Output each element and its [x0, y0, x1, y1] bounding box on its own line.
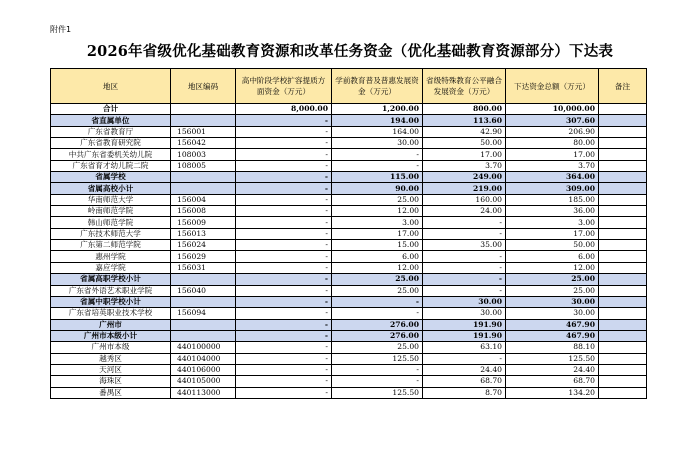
fund-allocation-table	[50, 68, 647, 399]
table-row	[51, 149, 647, 160]
total-fund-cell: 50.00	[506, 240, 599, 251]
special-education-fund-cell: 63.10	[423, 342, 506, 353]
special-education-fund-cell: 24.00	[423, 206, 506, 217]
note-cell	[599, 251, 647, 262]
total-fund-cell: 17.00	[506, 228, 599, 239]
code-cell: 108005	[171, 160, 236, 171]
total-fund-cell: 134.20	[506, 387, 599, 398]
special-education-fund-cell: 219.00	[423, 183, 506, 194]
note-cell	[599, 138, 647, 149]
high-school-fund-cell: -	[236, 285, 332, 296]
high-school-fund-cell: -	[236, 115, 332, 126]
high-school-fund-cell: -	[236, 342, 332, 353]
high-school-fund-cell: -	[236, 183, 332, 194]
high-school-fund-cell: -	[236, 160, 332, 171]
code-cell	[171, 274, 236, 285]
high-school-fund-cell: -	[236, 387, 332, 398]
preschool-fund-cell: 3.00	[332, 217, 423, 228]
high-school-fund-cell: -	[236, 364, 332, 375]
region-cell: 韩山师范学院	[51, 217, 171, 228]
note-cell	[599, 376, 647, 387]
note-cell	[599, 262, 647, 273]
region-cell: 省直属单位	[51, 115, 171, 126]
table-row	[51, 376, 647, 387]
note-cell	[599, 364, 647, 375]
preschool-fund-cell: 12.00	[332, 262, 423, 273]
code-cell: 440104000	[171, 353, 236, 364]
note-cell	[599, 115, 647, 126]
code-cell	[171, 172, 236, 183]
region-cell: 省属中职学校小计	[51, 296, 171, 307]
code-cell: 156094	[171, 308, 236, 319]
table-row	[51, 387, 647, 398]
preschool-fund-cell: -	[332, 149, 423, 160]
preschool-fund-cell: 30.00	[332, 138, 423, 149]
table-body	[51, 104, 647, 399]
region-cell: 岭南师范学院	[51, 206, 171, 217]
region-cell: 广东省外语艺术职业学院	[51, 285, 171, 296]
region-cell: 省属高职学校小计	[51, 274, 171, 285]
special-education-fund-cell: 800.00	[423, 104, 506, 115]
region-cell: 嘉应学院	[51, 262, 171, 273]
special-education-fund-cell: -	[423, 285, 506, 296]
note-cell	[599, 104, 647, 115]
code-cell: 156001	[171, 126, 236, 137]
code-cell: 440106000	[171, 364, 236, 375]
high-school-fund-cell: -	[236, 330, 332, 341]
code-cell	[171, 183, 236, 194]
preschool-fund-cell: 25.00	[332, 194, 423, 205]
total-fund-cell: 88.10	[506, 342, 599, 353]
preschool-fund-cell: 125.50	[332, 387, 423, 398]
note-cell	[599, 217, 647, 228]
high-school-fund-cell: -	[236, 149, 332, 160]
special-education-fund-cell: -	[423, 217, 506, 228]
total-row	[51, 104, 647, 115]
code-cell	[171, 296, 236, 307]
note-cell	[599, 228, 647, 239]
high-school-fund-cell: -	[236, 296, 332, 307]
note-cell	[599, 240, 647, 251]
total-fund-cell: 30.00	[506, 308, 599, 319]
preschool-fund-cell: 1,200.00	[332, 104, 423, 115]
total-fund-cell: 17.00	[506, 149, 599, 160]
subtotal-row	[51, 296, 647, 307]
table-row	[51, 251, 647, 262]
code-cell: 156008	[171, 206, 236, 217]
table-row	[51, 217, 647, 228]
special-education-fund-cell: 160.00	[423, 194, 506, 205]
code-cell: 156040	[171, 285, 236, 296]
special-education-fund-cell: 8.70	[423, 387, 506, 398]
note-cell	[599, 172, 647, 183]
total-fund-cell: 80.00	[506, 138, 599, 149]
subtotal-row	[51, 115, 647, 126]
special-education-fund-cell: 113.60	[423, 115, 506, 126]
region-cell: 广东技术师范大学	[51, 228, 171, 239]
code-cell: 108003	[171, 149, 236, 160]
high-school-fund-cell: -	[236, 206, 332, 217]
code-cell: 156009	[171, 217, 236, 228]
high-school-fund-cell: -	[236, 138, 332, 149]
total-fund-cell: 3.00	[506, 217, 599, 228]
table-row	[51, 160, 647, 171]
special-education-fund-cell: -	[423, 274, 506, 285]
total-fund-cell: 3.70	[506, 160, 599, 171]
region-cell: 省属学校	[51, 172, 171, 183]
table-row	[51, 353, 647, 364]
preschool-fund-cell: 276.00	[332, 319, 423, 330]
high-school-fund-cell: -	[236, 376, 332, 387]
high-school-fund-cell: -	[236, 308, 332, 319]
header-code: 地区编码	[171, 69, 236, 104]
preschool-fund-cell: 12.00	[332, 206, 423, 217]
code-cell	[171, 104, 236, 115]
table-row	[51, 364, 647, 375]
preschool-fund-cell: 90.00	[332, 183, 423, 194]
preschool-fund-cell: 164.00	[332, 126, 423, 137]
header-special-education-fund: 省级特殊教育公平融合发展资金（万元）	[423, 69, 506, 104]
code-cell: 156031	[171, 262, 236, 273]
special-education-fund-cell: 50.00	[423, 138, 506, 149]
code-cell: 440105000	[171, 376, 236, 387]
region-cell: 广州市	[51, 319, 171, 330]
note-cell	[599, 194, 647, 205]
preschool-fund-cell: 276.00	[332, 330, 423, 341]
note-cell	[599, 342, 647, 353]
special-education-fund-cell: 30.00	[423, 296, 506, 307]
total-fund-cell: 185.00	[506, 194, 599, 205]
high-school-fund-cell: -	[236, 262, 332, 273]
code-cell: 156029	[171, 251, 236, 262]
preschool-fund-cell: -	[332, 308, 423, 319]
note-cell	[599, 353, 647, 364]
high-school-fund-cell: -	[236, 126, 332, 137]
preschool-fund-cell: 25.00	[332, 342, 423, 353]
total-fund-cell: 10,000.00	[506, 104, 599, 115]
note-cell	[599, 285, 647, 296]
high-school-fund-cell: -	[236, 172, 332, 183]
special-education-fund-cell: 42.90	[423, 126, 506, 137]
subtotal-row	[51, 274, 647, 285]
region-cell: 广州市本级	[51, 342, 171, 353]
table-row	[51, 262, 647, 273]
total-fund-cell: 125.50	[506, 353, 599, 364]
header-note: 备注	[599, 69, 647, 104]
code-cell: 156024	[171, 240, 236, 251]
header-preschool-fund: 学前教育普及普惠发展资金（万元）	[332, 69, 423, 104]
preschool-fund-cell: -	[332, 364, 423, 375]
special-education-fund-cell: 17.00	[423, 149, 506, 160]
note-cell	[599, 274, 647, 285]
region-cell: 合计	[51, 104, 171, 115]
high-school-fund-cell: -	[236, 217, 332, 228]
total-fund-cell: 206.90	[506, 126, 599, 137]
special-education-fund-cell: -	[423, 228, 506, 239]
preschool-fund-cell: 17.00	[332, 228, 423, 239]
total-fund-cell: 6.00	[506, 251, 599, 262]
special-education-fund-cell: 191.90	[423, 319, 506, 330]
high-school-fund-cell: -	[236, 194, 332, 205]
note-cell	[599, 308, 647, 319]
preschool-fund-cell: 25.00	[332, 274, 423, 285]
total-fund-cell: 467.90	[506, 319, 599, 330]
table-row	[51, 240, 647, 251]
code-cell: 440100000	[171, 342, 236, 353]
high-school-fund-cell: -	[236, 274, 332, 285]
header-region: 地区	[51, 69, 171, 104]
code-cell	[171, 319, 236, 330]
special-education-fund-cell: 3.70	[423, 160, 506, 171]
preschool-fund-cell: -	[332, 296, 423, 307]
region-cell: 番禺区	[51, 387, 171, 398]
code-cell: 156013	[171, 228, 236, 239]
table-row	[51, 228, 647, 239]
preschool-fund-cell: 25.00	[332, 285, 423, 296]
table-row	[51, 308, 647, 319]
special-education-fund-cell: 249.00	[423, 172, 506, 183]
total-fund-cell: 364.00	[506, 172, 599, 183]
total-fund-cell: 12.00	[506, 262, 599, 273]
region-cell: 广东省教育厅	[51, 126, 171, 137]
code-cell	[171, 115, 236, 126]
special-education-fund-cell: 35.00	[423, 240, 506, 251]
table-row	[51, 285, 647, 296]
region-cell: 中共广东省委机关幼儿院	[51, 149, 171, 160]
code-cell	[171, 330, 236, 341]
region-cell: 海珠区	[51, 376, 171, 387]
preschool-fund-cell: -	[332, 160, 423, 171]
high-school-fund-cell: -	[236, 240, 332, 251]
region-cell: 越秀区	[51, 353, 171, 364]
note-cell	[599, 330, 647, 341]
note-cell	[599, 206, 647, 217]
preschool-fund-cell: 125.50	[332, 353, 423, 364]
table-row	[51, 194, 647, 205]
code-cell: 156004	[171, 194, 236, 205]
total-fund-cell: 25.00	[506, 285, 599, 296]
total-fund-cell: 24.40	[506, 364, 599, 375]
subtotal-row	[51, 319, 647, 330]
note-cell	[599, 387, 647, 398]
special-education-fund-cell: 191.90	[423, 330, 506, 341]
region-cell: 广东省教育研究院	[51, 138, 171, 149]
special-education-fund-cell: -	[423, 251, 506, 262]
total-fund-cell: 467.90	[506, 330, 599, 341]
special-education-fund-cell: 30.00	[423, 308, 506, 319]
region-cell: 华南师范大学	[51, 194, 171, 205]
table-row	[51, 138, 647, 149]
region-cell: 广州市本级小计	[51, 330, 171, 341]
preschool-fund-cell: 115.00	[332, 172, 423, 183]
total-fund-cell: 25.00	[506, 274, 599, 285]
table-row	[51, 206, 647, 217]
preschool-fund-cell: 194.00	[332, 115, 423, 126]
high-school-fund-cell: -	[236, 251, 332, 262]
region-cell: 广东省培英职业技术学校	[51, 308, 171, 319]
total-fund-cell: 307.60	[506, 115, 599, 126]
header-high-school-fund: 高中阶段学校扩容提质方面资金（万元）	[236, 69, 332, 104]
table-row	[51, 342, 647, 353]
note-cell	[599, 319, 647, 330]
table-header-row	[51, 69, 647, 104]
header-total-fund: 下达资金总额（万元）	[506, 69, 599, 104]
total-fund-cell: 36.00	[506, 206, 599, 217]
subtotal-row	[51, 172, 647, 183]
high-school-fund-cell: -	[236, 353, 332, 364]
note-cell	[599, 160, 647, 171]
high-school-fund-cell: -	[236, 228, 332, 239]
preschool-fund-cell: 15.00	[332, 240, 423, 251]
document-title: 2026年省级优化基础教育资源和改革任务资金（优化基础教育资源部分）下达表	[86, 43, 614, 60]
preschool-fund-cell: -	[332, 376, 423, 387]
region-cell: 惠州学院	[51, 251, 171, 262]
special-education-fund-cell: -	[423, 262, 506, 273]
special-education-fund-cell: 68.70	[423, 376, 506, 387]
high-school-fund-cell: -	[236, 319, 332, 330]
note-cell	[599, 149, 647, 160]
region-cell: 省属高校小计	[51, 183, 171, 194]
preschool-fund-cell: 6.00	[332, 251, 423, 262]
subtotal-row	[51, 330, 647, 341]
total-fund-cell: 68.70	[506, 376, 599, 387]
region-cell: 广东省育才幼儿院二院	[51, 160, 171, 171]
note-cell	[599, 126, 647, 137]
note-cell	[599, 183, 647, 194]
high-school-fund-cell: 8,000.00	[236, 104, 332, 115]
special-education-fund-cell: -	[423, 353, 506, 364]
region-cell: 广东第二师范学院	[51, 240, 171, 251]
total-fund-cell: 309.00	[506, 183, 599, 194]
code-cell: 156042	[171, 138, 236, 149]
total-fund-cell: 30.00	[506, 296, 599, 307]
table-row	[51, 126, 647, 137]
region-cell: 天河区	[51, 364, 171, 375]
attachment-label: 附件1	[50, 25, 72, 34]
note-cell	[599, 296, 647, 307]
special-education-fund-cell: 24.40	[423, 364, 506, 375]
code-cell: 440113000	[171, 387, 236, 398]
subtotal-row	[51, 183, 647, 194]
